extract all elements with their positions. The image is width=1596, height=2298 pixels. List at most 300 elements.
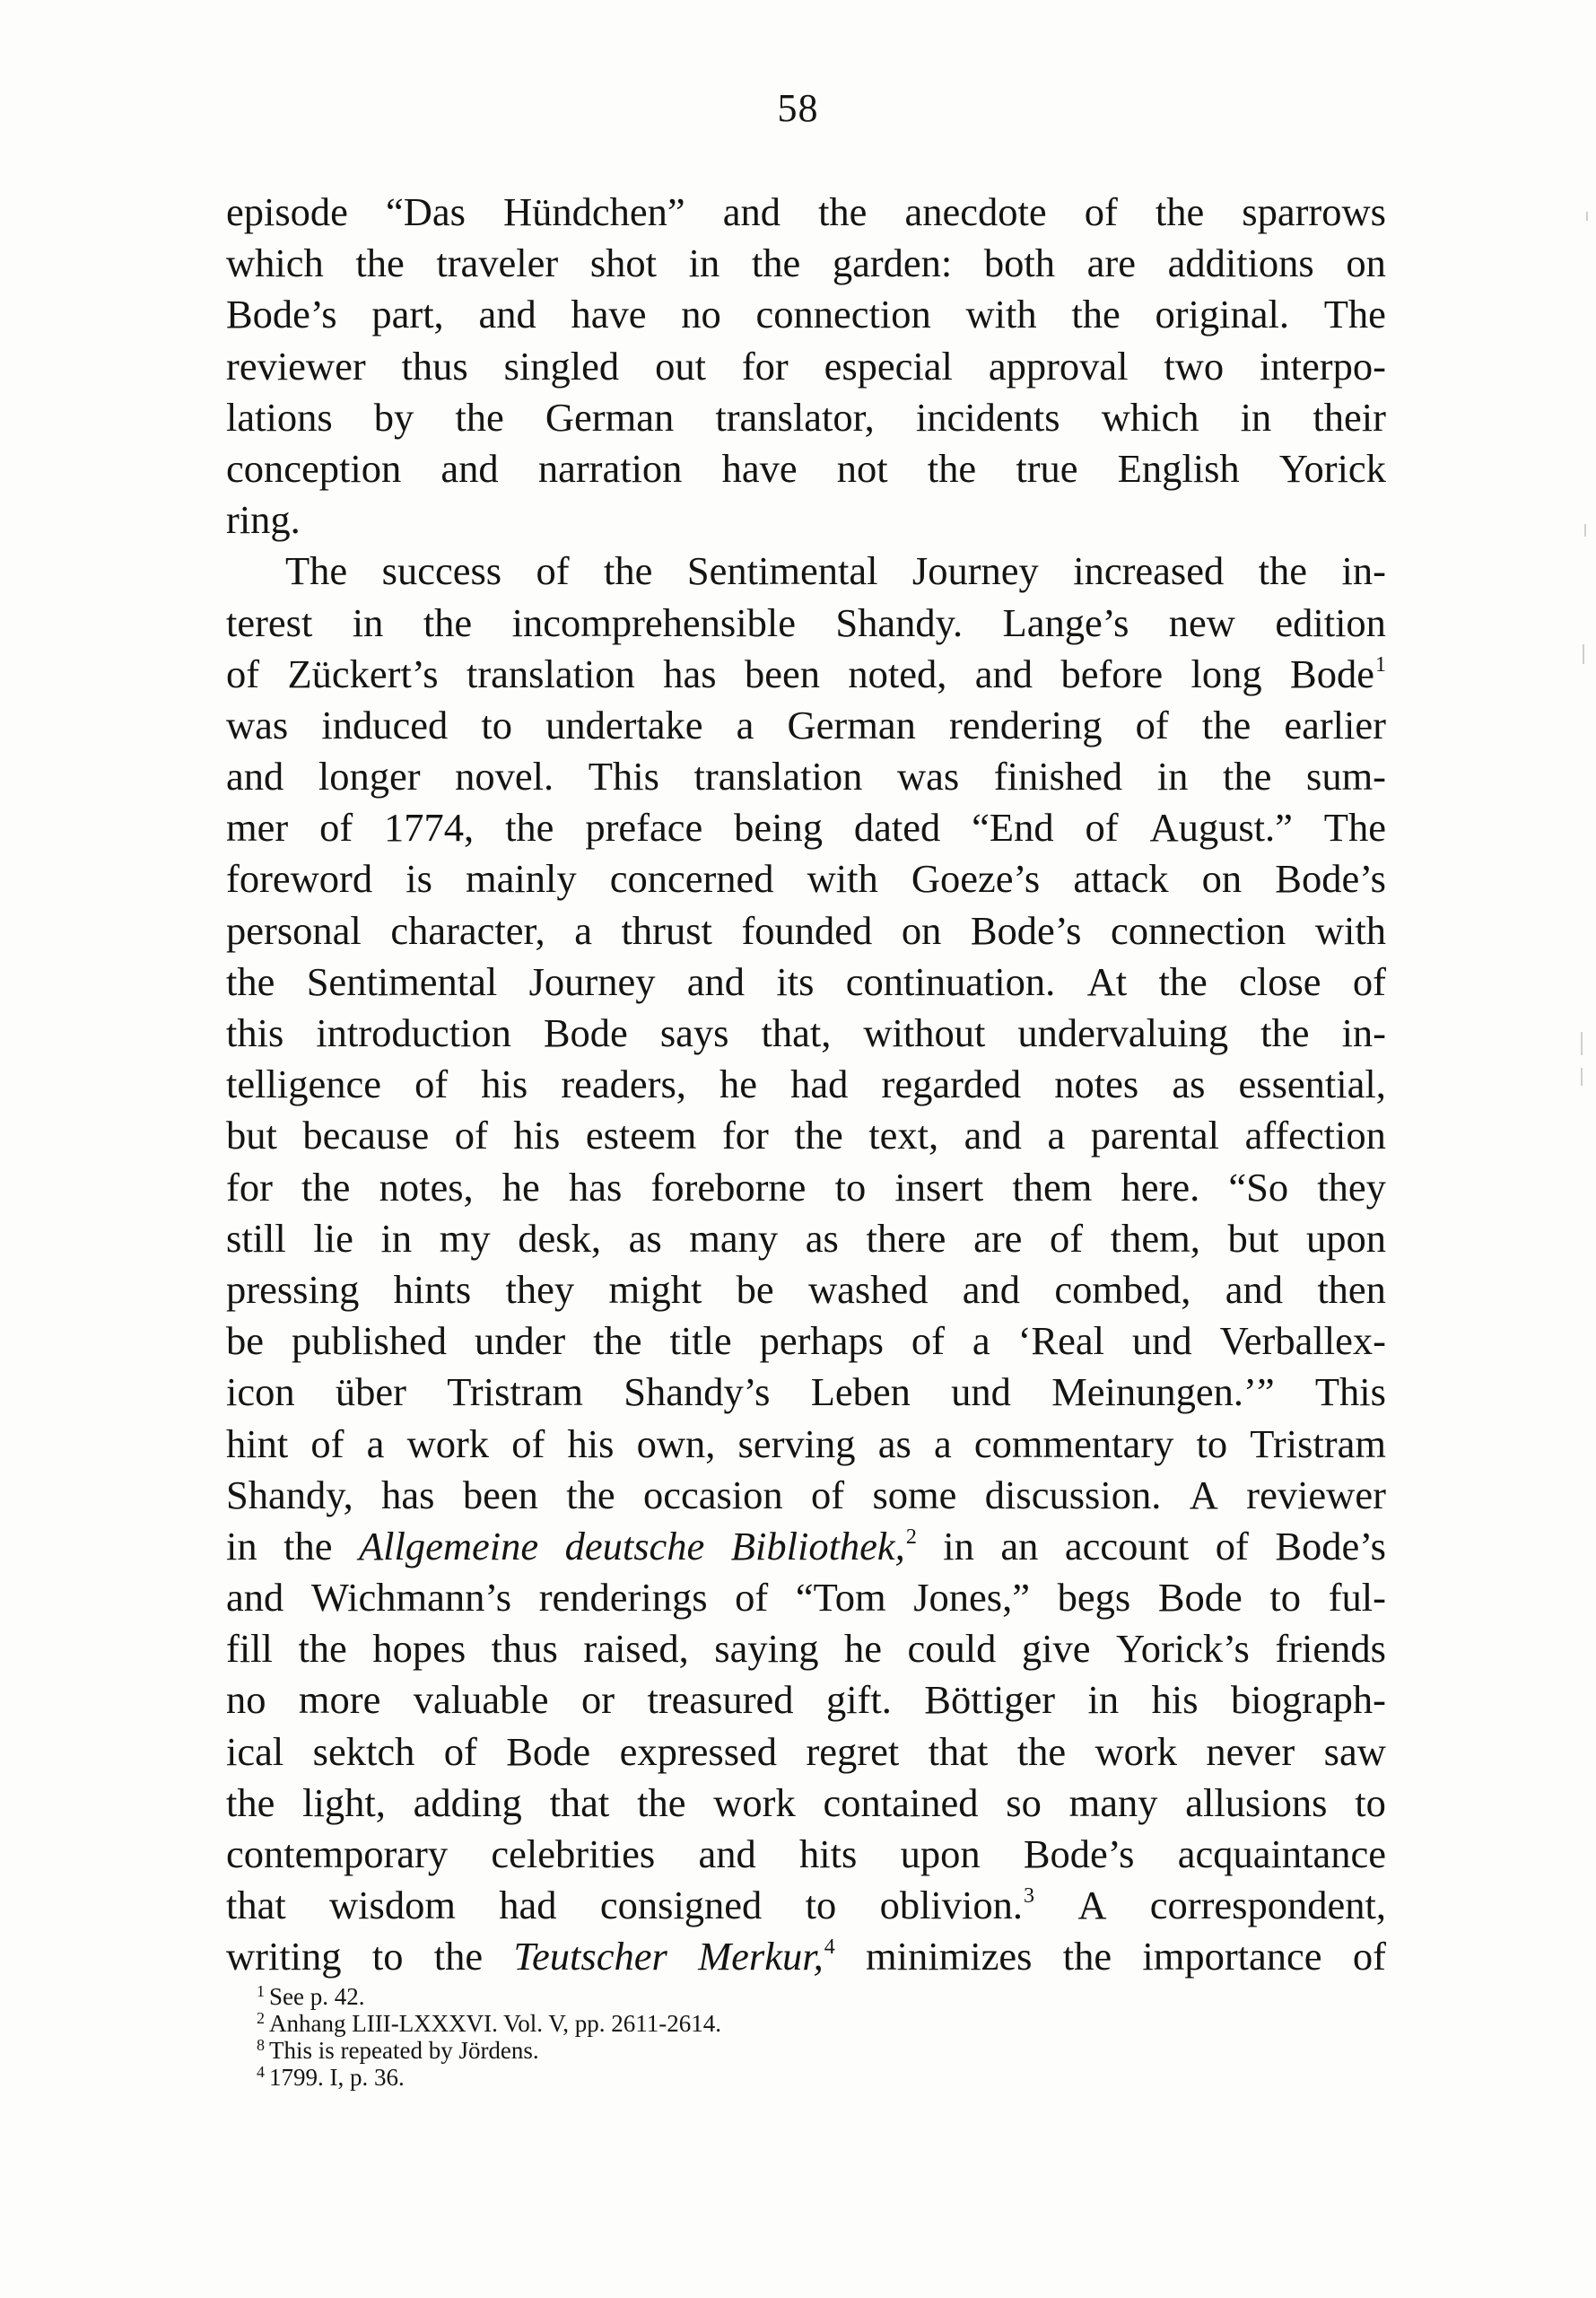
word xyxy=(1178,1829,1386,1880)
word-text: A xyxy=(1189,1472,1218,1517)
word-text: with xyxy=(807,856,878,902)
word-text: readers, xyxy=(561,1062,686,1107)
word-text: upon xyxy=(900,1831,981,1876)
word-text: valuable xyxy=(413,1677,549,1723)
word-text: of xyxy=(1215,1523,1249,1568)
word-text: text, xyxy=(868,1113,939,1158)
word xyxy=(844,1623,882,1674)
footnote xyxy=(257,2064,1387,2091)
footnotes xyxy=(257,1983,1387,2091)
word-text: The xyxy=(1323,805,1386,851)
word xyxy=(475,1315,565,1367)
word xyxy=(1087,238,1136,289)
word-text: that, xyxy=(761,1010,832,1055)
word xyxy=(949,700,1103,751)
word-text: mer xyxy=(226,805,289,851)
word-text: finished xyxy=(993,754,1123,799)
word-text: and xyxy=(722,189,781,234)
word xyxy=(329,1880,456,1931)
word-text: esteem xyxy=(585,1113,697,1158)
word xyxy=(226,1521,257,1572)
word-text: been xyxy=(462,1472,538,1517)
word-text: the xyxy=(1258,548,1308,594)
word xyxy=(1259,546,1307,597)
word xyxy=(1142,1931,1321,1982)
word-text: are xyxy=(1086,240,1136,286)
word xyxy=(882,1059,1022,1110)
text-line xyxy=(226,957,1386,1008)
text-line xyxy=(226,443,1386,494)
word-text: introduction xyxy=(316,1010,511,1055)
word xyxy=(863,1008,985,1059)
word-text: dated xyxy=(853,805,941,851)
word-text: upon xyxy=(1305,1215,1386,1261)
word-text: and xyxy=(686,958,746,1004)
word-text: so xyxy=(1006,1779,1042,1825)
word xyxy=(1216,1521,1249,1572)
word-text: be xyxy=(736,1266,774,1312)
word xyxy=(738,1419,856,1470)
word xyxy=(1157,751,1189,802)
word xyxy=(911,1315,945,1367)
word-text: oblivion. xyxy=(879,1883,1024,1928)
word-text: the xyxy=(927,445,977,491)
word-text: earlier xyxy=(1284,702,1386,747)
word-text: discussion. xyxy=(984,1472,1162,1517)
word-text: additions xyxy=(1167,240,1314,286)
word-text: the xyxy=(794,1113,843,1158)
word-text: Bode xyxy=(543,1010,628,1055)
word xyxy=(1355,1778,1386,1829)
word xyxy=(989,341,1129,392)
word-text: a xyxy=(972,1318,990,1364)
text-line xyxy=(226,905,1386,957)
word xyxy=(1223,751,1271,802)
word-text: August.” xyxy=(1149,805,1293,851)
word xyxy=(1202,853,1243,904)
word-text: then xyxy=(1317,1266,1386,1312)
word xyxy=(226,1110,277,1161)
word-text: English xyxy=(1117,445,1240,491)
word xyxy=(1051,1367,1274,1418)
word-text: ring. xyxy=(226,497,301,543)
word-text: preface xyxy=(585,805,703,851)
word xyxy=(1190,649,1261,700)
word xyxy=(434,1931,483,1982)
word-text: saying xyxy=(714,1626,819,1672)
word-text: fill xyxy=(226,1626,273,1672)
word xyxy=(499,1880,556,1931)
word-text: are xyxy=(973,1215,1023,1261)
word-text: ‘Real xyxy=(1017,1318,1104,1364)
word-text: parental xyxy=(1090,1113,1220,1158)
word xyxy=(1245,1110,1386,1161)
word xyxy=(544,1008,628,1059)
word xyxy=(1225,1264,1283,1315)
word-text: the xyxy=(505,805,554,851)
word xyxy=(302,1110,429,1161)
word xyxy=(353,598,384,649)
word-text: them xyxy=(1012,1164,1093,1210)
word xyxy=(629,1213,662,1264)
word xyxy=(301,1162,350,1213)
word-text: correspondent, xyxy=(1149,1883,1386,1928)
word-text: the xyxy=(1062,1934,1112,1979)
word xyxy=(1054,1264,1190,1315)
word-text: was xyxy=(896,754,960,799)
word-text: in xyxy=(1240,394,1272,440)
word-text: he xyxy=(843,1626,882,1672)
word xyxy=(1158,957,1207,1008)
word-text: which xyxy=(1101,394,1199,440)
word xyxy=(943,1521,974,1572)
word-text: and xyxy=(440,445,499,491)
word xyxy=(394,1264,472,1315)
word xyxy=(226,751,283,802)
word xyxy=(1168,238,1314,289)
word-text: there xyxy=(866,1215,946,1261)
word xyxy=(650,1162,806,1213)
word-text: to xyxy=(1269,1575,1302,1621)
word-text: has xyxy=(381,1472,435,1517)
word xyxy=(447,1367,583,1418)
word-text: The xyxy=(285,548,348,594)
word xyxy=(1065,1521,1189,1572)
word-text: induced xyxy=(321,702,449,747)
word xyxy=(226,1367,295,1418)
word xyxy=(818,187,867,238)
word-text: could xyxy=(907,1626,997,1672)
word-text: This xyxy=(588,754,659,799)
word xyxy=(713,1778,795,1829)
word xyxy=(581,1674,615,1726)
word xyxy=(299,1674,380,1726)
word-text: interpo- xyxy=(1260,343,1386,389)
text-line xyxy=(226,700,1386,751)
word-text: them, xyxy=(1110,1215,1200,1261)
word xyxy=(336,1367,406,1418)
word-text: importance xyxy=(1142,1934,1322,1979)
word xyxy=(1172,1059,1205,1110)
word-text: out xyxy=(655,343,706,389)
word-text: continuation. xyxy=(845,958,1056,1004)
word xyxy=(529,957,656,1008)
word-text: and xyxy=(698,1831,756,1876)
word-text: commentary xyxy=(973,1420,1174,1466)
word xyxy=(226,1213,286,1264)
word xyxy=(226,1674,266,1726)
word-text: edition xyxy=(1275,599,1386,645)
word-text: terest xyxy=(226,599,313,645)
word-text: they xyxy=(1317,1164,1386,1210)
word-text: of xyxy=(811,1472,845,1517)
word xyxy=(406,853,432,904)
word xyxy=(1284,700,1386,751)
word xyxy=(872,1470,956,1521)
word-text: and xyxy=(964,1113,1022,1158)
word xyxy=(226,238,324,289)
word xyxy=(226,1572,283,1623)
word xyxy=(916,392,1060,443)
text-line xyxy=(226,1931,1386,1982)
word xyxy=(837,443,888,494)
word-text: no xyxy=(681,292,721,337)
word xyxy=(790,1059,848,1110)
word-text: reviewer xyxy=(226,343,366,389)
word-text: in xyxy=(226,1523,257,1568)
word-text: lations xyxy=(226,394,333,440)
footnote-ref: 4 xyxy=(824,1935,835,1960)
word xyxy=(985,1470,1162,1521)
word-text: never xyxy=(1206,1728,1295,1774)
word xyxy=(1095,1726,1177,1778)
word-text: they xyxy=(505,1266,575,1312)
word-text: “Tom xyxy=(795,1575,886,1621)
word-text: a xyxy=(366,1420,385,1466)
word-text: both xyxy=(983,240,1056,286)
word xyxy=(226,598,312,649)
word xyxy=(407,1419,489,1470)
word xyxy=(593,1315,641,1367)
word xyxy=(608,1264,702,1315)
word xyxy=(226,1264,359,1315)
word xyxy=(1003,598,1129,649)
word xyxy=(226,957,275,1008)
text-line xyxy=(226,1213,1386,1264)
word xyxy=(1111,1213,1200,1264)
word-text: his xyxy=(567,1420,615,1466)
word-text: by xyxy=(373,394,414,440)
word-text: and xyxy=(1225,1266,1283,1312)
word xyxy=(867,1213,946,1264)
word-text: reviewer xyxy=(1246,1472,1386,1517)
footnote-ref: 1 xyxy=(1374,652,1386,677)
word xyxy=(868,1110,938,1161)
word-text: thus xyxy=(491,1626,558,1672)
word xyxy=(226,649,259,700)
word xyxy=(367,1419,385,1470)
word-text: notes xyxy=(1054,1062,1139,1107)
word-text: many xyxy=(689,1215,779,1261)
word-text: hopes xyxy=(372,1626,467,1672)
word-text: Meinungen.’” xyxy=(1051,1369,1275,1415)
word xyxy=(384,802,474,853)
word xyxy=(316,1008,511,1059)
word-text: serving xyxy=(737,1420,856,1466)
word-text: in- xyxy=(1341,548,1386,594)
word-text: Shandy’s xyxy=(624,1369,771,1415)
word xyxy=(226,1880,286,1931)
word-text: Bibliothek, xyxy=(730,1523,905,1568)
word-text: of xyxy=(536,548,570,594)
word xyxy=(1054,1059,1138,1110)
word xyxy=(518,1213,601,1264)
word xyxy=(637,1419,716,1470)
word xyxy=(513,1931,667,1982)
word-text: noted, xyxy=(848,651,947,696)
word-text: Yorick xyxy=(1278,445,1386,491)
word xyxy=(689,1213,778,1264)
word-text: true xyxy=(1016,445,1078,491)
word-text: The xyxy=(1323,292,1386,337)
word xyxy=(964,1110,1022,1161)
word xyxy=(1353,957,1386,1008)
margin-mark xyxy=(1586,212,1588,221)
word-text: of xyxy=(735,1575,769,1621)
word xyxy=(1260,1008,1309,1059)
word xyxy=(1121,1162,1200,1213)
word xyxy=(1315,905,1386,957)
word xyxy=(826,1674,892,1726)
text-line xyxy=(226,1008,1386,1059)
word-text: consigned xyxy=(599,1883,763,1928)
word xyxy=(951,1367,1011,1418)
word xyxy=(761,1008,831,1059)
word xyxy=(550,1778,610,1829)
word-text: an xyxy=(1000,1523,1039,1568)
text-line xyxy=(226,853,1386,904)
word-text: in xyxy=(380,1215,413,1261)
word xyxy=(374,392,414,443)
word-text: of xyxy=(1050,1215,1084,1261)
word-text: not xyxy=(836,445,888,491)
text-line xyxy=(226,1572,1386,1623)
word xyxy=(226,1931,342,1982)
word xyxy=(386,187,466,238)
text-line xyxy=(226,1059,1386,1110)
word xyxy=(807,853,878,904)
word-text: especial xyxy=(824,343,953,389)
word-text: has xyxy=(663,651,717,696)
word xyxy=(1197,1419,1228,1470)
word xyxy=(506,1726,590,1778)
word xyxy=(1306,1213,1386,1264)
word xyxy=(1164,341,1224,392)
word-text: anecdote xyxy=(904,189,1047,234)
word-text: of xyxy=(310,1420,344,1466)
word-text: Sentimental xyxy=(306,958,498,1004)
word-text: notes, xyxy=(379,1164,474,1210)
word-text: the xyxy=(433,1934,484,1979)
word xyxy=(298,1623,346,1674)
word xyxy=(382,546,501,597)
word-text: acquaintance xyxy=(1177,1831,1386,1876)
word xyxy=(311,1572,511,1623)
word-text: might xyxy=(608,1266,702,1312)
word-text: for xyxy=(721,1113,769,1158)
word xyxy=(414,1059,448,1110)
word xyxy=(660,1008,729,1059)
word-text: the xyxy=(1201,702,1252,747)
word xyxy=(833,238,952,289)
word xyxy=(440,1213,491,1264)
word xyxy=(1246,1470,1386,1521)
word-text: deutsche xyxy=(564,1523,705,1568)
word xyxy=(714,1623,818,1674)
word xyxy=(381,1470,434,1521)
word-text: Bode’s xyxy=(1275,1523,1386,1568)
word-text: foreborne xyxy=(650,1164,807,1210)
word xyxy=(1227,1213,1278,1264)
word xyxy=(741,905,872,957)
word xyxy=(1250,1419,1386,1470)
word xyxy=(1313,392,1386,443)
word xyxy=(506,1264,575,1315)
word-text: Jones,” xyxy=(913,1575,1030,1621)
word xyxy=(1269,1572,1301,1623)
word-text: Böttiger xyxy=(924,1677,1056,1723)
word-text: sum- xyxy=(1306,754,1386,799)
word-text: Wichmann’s xyxy=(310,1575,512,1621)
word-text: of xyxy=(226,651,260,696)
word xyxy=(226,1623,273,1674)
word-text: sparrows xyxy=(1242,189,1386,234)
word-text: Bode’s xyxy=(226,292,337,337)
word-text: conception xyxy=(226,445,402,491)
word xyxy=(913,1572,1030,1623)
word-text: Tristram xyxy=(447,1369,583,1415)
word xyxy=(610,853,774,904)
word xyxy=(545,700,702,751)
word-text: writing xyxy=(226,1934,342,1979)
word xyxy=(823,1778,978,1829)
word xyxy=(226,443,401,494)
word-text: personal xyxy=(226,907,362,953)
word-text: expressed xyxy=(619,1728,778,1774)
word xyxy=(620,1726,777,1778)
word xyxy=(965,289,1036,340)
word-text: a xyxy=(933,1420,952,1466)
word xyxy=(226,1315,264,1367)
word xyxy=(226,1059,381,1110)
word xyxy=(912,546,1039,597)
word-text: and xyxy=(226,1575,284,1621)
text-line xyxy=(226,238,1386,289)
text-line xyxy=(226,187,1386,238)
word xyxy=(1017,1726,1066,1778)
word-text: rendering xyxy=(949,702,1103,747)
word-text: in xyxy=(943,1523,974,1568)
word-text: no xyxy=(226,1677,266,1723)
word xyxy=(799,1829,857,1880)
word xyxy=(414,1674,549,1726)
word xyxy=(566,1470,615,1521)
word xyxy=(285,546,347,597)
word xyxy=(755,289,930,340)
word xyxy=(504,341,620,392)
word-text: which xyxy=(226,240,324,286)
word-text: some xyxy=(872,1472,957,1517)
word-text: celebrities xyxy=(491,1831,656,1876)
word xyxy=(402,341,468,392)
word xyxy=(1353,1931,1386,1982)
word-text: Shandy, xyxy=(226,1472,353,1517)
word-text: work xyxy=(1095,1728,1177,1774)
word xyxy=(808,1264,928,1315)
word-text: Journey xyxy=(911,548,1039,594)
word xyxy=(302,1778,386,1829)
word xyxy=(796,1572,886,1623)
word xyxy=(1239,1059,1386,1110)
word xyxy=(760,1315,884,1367)
word-text: essential, xyxy=(1238,1062,1386,1107)
text-line xyxy=(226,494,1386,546)
word xyxy=(538,443,683,494)
word xyxy=(1060,649,1163,700)
word-text: minimizes xyxy=(866,1934,1033,1979)
word-text: novel. xyxy=(455,754,554,799)
word xyxy=(287,649,438,700)
